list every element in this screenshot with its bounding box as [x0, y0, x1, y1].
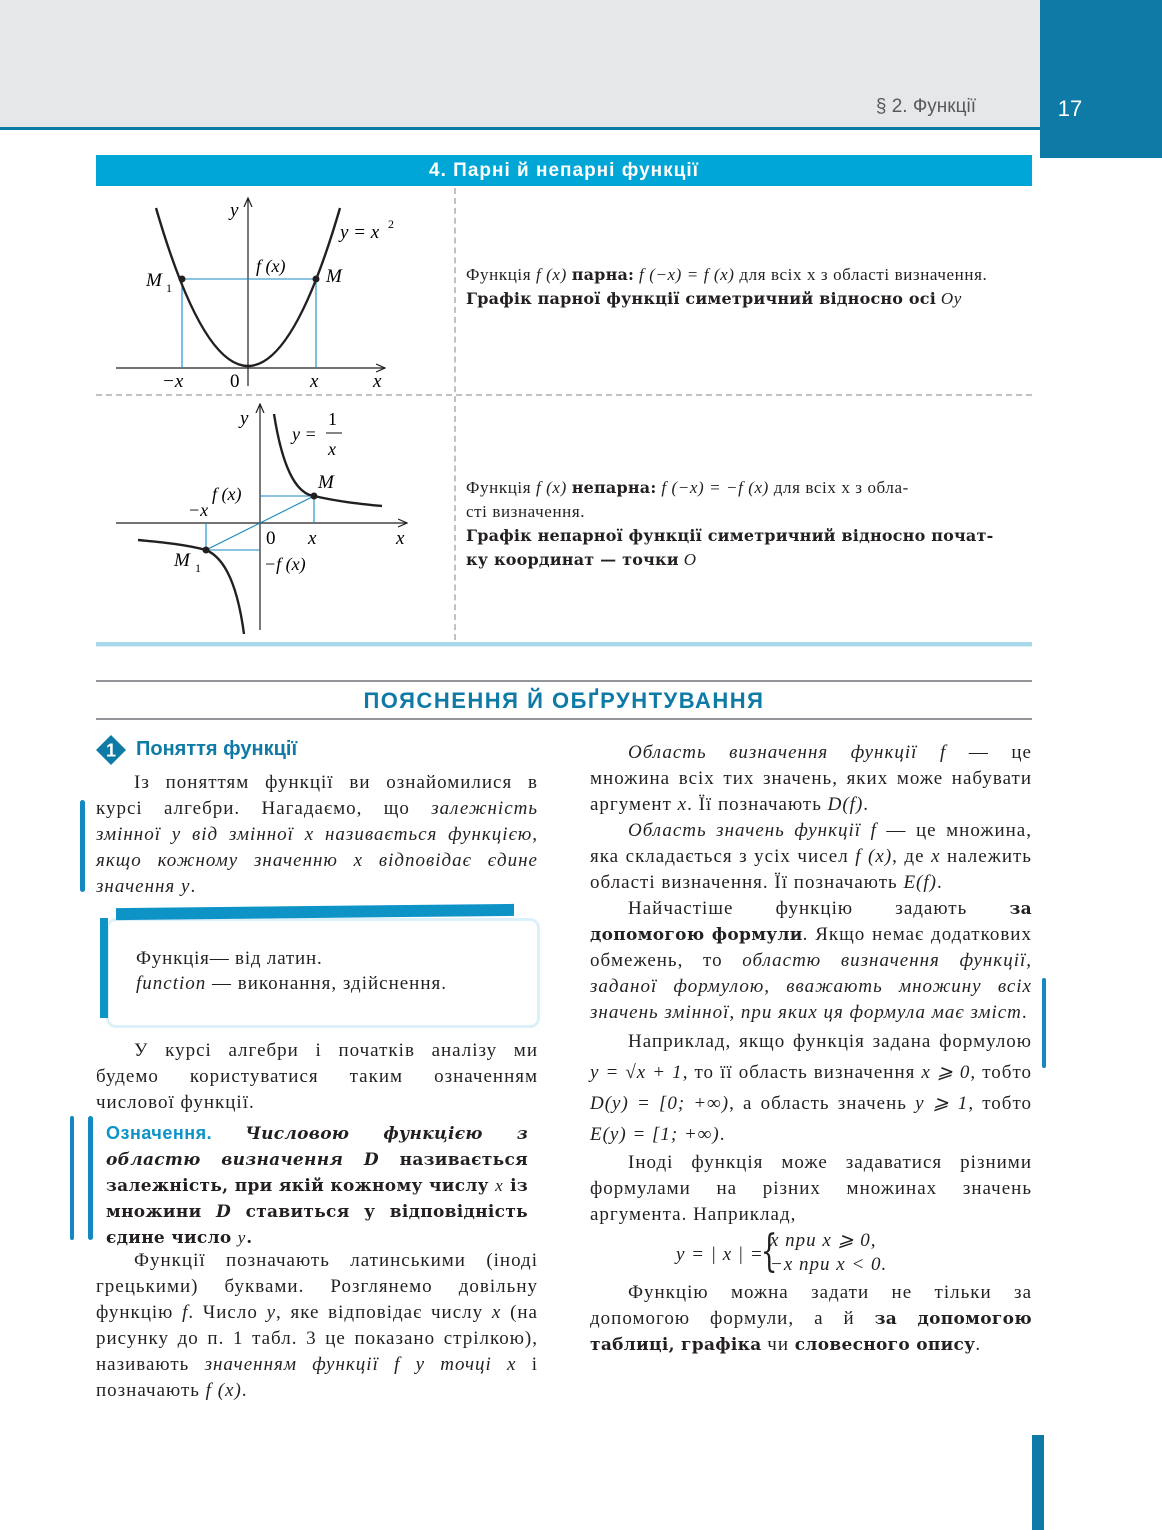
etymology-line-1: Функція— від латин. [136, 948, 323, 969]
left-paragraph-2: У курсі алгебри і початків аналізу ми будемо користуватися таким означенням числової функції. [96, 1040, 538, 1113]
brace: { [760, 1226, 779, 1277]
curve-numerator: 1 [328, 409, 337, 429]
point-m [313, 276, 320, 283]
definition-block: Означення. Числовою функцією з областю визначення D називається залежність, при якій кожному числу x із множини D ставиться у відповідність єдине число y. [106, 1123, 528, 1248]
point-m1 [179, 276, 186, 283]
curve-denominator: x [328, 439, 336, 459]
odd-function-text: Функція f (x) непарна: f (−x) = −f (x) для всіх x з обла- сті визначення. Графік непарної функції симетричний відносно почат- ку координат — точки O [466, 478, 994, 569]
table-bottom-rule [96, 642, 1032, 647]
explanation-rule-top [96, 680, 1032, 682]
table-divider-vertical [454, 188, 456, 640]
x-axis-label: x [396, 528, 405, 549]
y-axis-label: y [230, 200, 239, 221]
tick-x: x [310, 371, 319, 392]
even-function-graph [100, 190, 450, 392]
point-m1-sub: 1 [166, 281, 172, 295]
section-label: § 2. Функції [875, 96, 976, 117]
point-m-label: M [318, 472, 334, 493]
hyperbola-branch-left [138, 540, 244, 634]
explanation-title: ПОЯСНЕННЯ Й ОБҐРУНТУВАННЯ [363, 688, 765, 713]
piecewise-formula: y = | x | = { x при x ⩾ 0, −x при x < 0. [676, 1226, 888, 1277]
section-title: Поняття функції [136, 738, 298, 760]
definition-bar-outer [70, 1116, 74, 1240]
point-m1-label: M [174, 550, 190, 571]
point-m1 [203, 547, 210, 554]
explanation-rule-bottom [96, 718, 1032, 720]
curve-label: y = x [340, 222, 380, 243]
fx-label: f (x) [256, 256, 286, 276]
header-rule [0, 127, 1040, 130]
tick-neg-x: −x [188, 500, 209, 520]
etymology-note-leftbar [100, 918, 108, 1018]
etymology-line-2: function — виконання, здійснення. [136, 973, 447, 994]
curve-exponent: 2 [388, 217, 394, 231]
left-paragraph-1: Із поняттям функції ви ознайомилися в курсі алгебри. Нагадаємо, що залежність змінної y від змінної x називається функцією, якщо кожному значенню x відповідає єдине значення y. [96, 772, 538, 897]
point-m1-sub: 1 [195, 561, 201, 575]
right-column: Область визначення функції f — це множина всіх тих значень, яких може набувати аргумент x. Її позначають D(f). Область значень функції f — це множина, яка складається з усіх чисел f (x), де x належить області визначення. Її позначають E(f). Найчастіше функцію задають за допомогою формули. Якщо немає додаткових обмежень, то областю визначення функції, заданої формулою, вважають множину всіх значень змінної, при яких ця формула має зміст. Наприклад, якщо функція задана формулою y = √x + 1, то її область визначення x ⩾ 0, тобто D(y) = [0; +∞), а область значень y ⩾ 1, тобто E(y) = [1; +∞). Іноді функція може задаватися різними формулами на різних множинах значень аргумента. Наприклад, y = | x | = { x при x ⩾ 0, −x при x < 0. Функцію можна задати не тільки за допомогою формули, а й за допомогою таблиці, графіка чи словесного опису. [590, 742, 1033, 1355]
odd-function-graph [100, 398, 450, 638]
x-axis-label: x [373, 371, 382, 392]
tick-zero: 0 [266, 528, 276, 549]
definition-bar-inner [88, 1116, 93, 1240]
highlight-bar-right [1042, 978, 1046, 1068]
highlight-bar-left-1 [80, 800, 85, 892]
page-tab [1040, 0, 1162, 158]
table-divider-horizontal [96, 394, 1032, 396]
fx-label: f (x) [212, 484, 242, 504]
tick-x: x [308, 528, 317, 549]
neg-fx-label: −f (x) [264, 554, 306, 574]
y-axis-label: y [240, 408, 249, 429]
section-number-badge [96, 735, 126, 765]
page-number: 17 [1057, 96, 1083, 121]
point-m1-label: M [146, 270, 162, 291]
point-m [311, 493, 318, 500]
table-title: 4. Парні й непарні функції [96, 155, 1032, 186]
svg-text:1: 1 [105, 740, 117, 761]
point-m-label: M [326, 266, 342, 287]
even-function-text: Функція f (x) парна: f (−x) = f (x) для всіх x з області визначення. Графік парної функції симетричний відносно осі Oy [466, 265, 988, 308]
tick-zero: 0 [230, 371, 240, 392]
left-paragraph-3: Функції позначають латинськими (іноді грецькими) буквами. Розглянемо довільну функцію f. Число y, яке відповідає числу x (на рисунку до п. 1 табл. 3 це показано стрілкою), називають значенням функції f у точці x і позначають f (x). [96, 1250, 539, 1401]
bottom-page-tab [1032, 1435, 1044, 1530]
tick-neg-x: −x [162, 371, 184, 392]
curve-label: y = [292, 424, 317, 444]
